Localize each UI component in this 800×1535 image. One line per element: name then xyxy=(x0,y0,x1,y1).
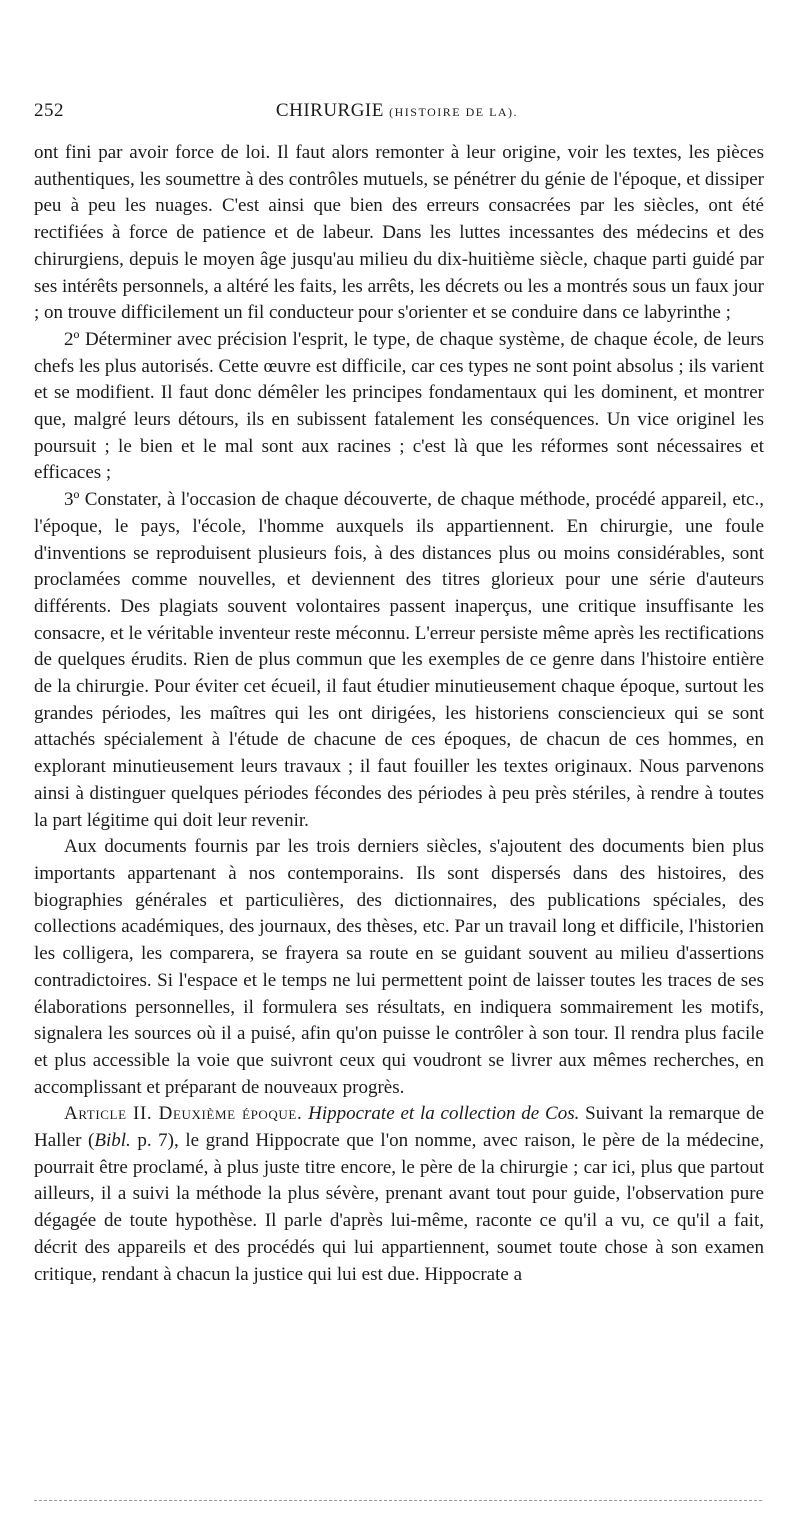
paragraph-documents: Aux documents fournis par les trois derniers siècles, s'ajoutent des documents bien plus importants appartenant à nos contemporains. Ils sont dispersés dans des histoires, des biographies générales et particulières, des dictionnaires, des publications spéciales, des collections académiques, des journaux, des thèses, etc. Par un travail long et difficile, l'historien les colligera, les comparera, se frayera sa route en se guidant souvent au milieu d'assertions contradictoires. Si l'espace et le temps ne lui permettent point de laisser toutes les traces de ses élaborations personnelles, il formulera ses résultats, en indiquera sommairement les motifs, signalera les sources où il a puisé, afin qu'on puisse le contrôler à son tour. Il rendra plus facile et plus accessible la voie que suivront ceux qui voudront se livrer aux mêmes recherches, en accomplissant et préparant de nouveaux progrès. xyxy=(34,836,764,1098)
article-label: Article II. Deuxième époque. xyxy=(64,1103,303,1125)
footer-rule xyxy=(34,1500,762,1501)
running-title xyxy=(34,100,760,122)
paragraph-point-3: 3º Constater, à l'occasion de chaque découverte, de chaque méthode, procédé appareil, etc., l'époque, le pays, l'école, l'homme auxquels ils appartiennent. En chirurgie, une foule d'inventions se reproduisent plusieurs fois, à des distances plus ou moins considérables, sont proclamées comme nouvelles, et deviennent des titres glorieux pour une série d'auteurs différents. Des plagiats souvent volontaires passent inaperçus, une critique insuffisante les consacre, et le véritable inventeur reste méconnu. L'erreur persiste même après les rectifications de quelques érudits. Rien de plus commun que les exemples de ce genre dans l'histoire entière de la chirurgie. Pour éviter cet écueil, il faut étudier minutieusement chaque époque, surtout les grandes périodes, les maîtres qui les ont dirigées, les historiens consciencieux qui se sont attachés spécialement à l'étude de chacune de ces époques, de chacun de ces hommes, en explorant minutieusement leurs travaux ; il faut fouiller les textes originaux. Nous parvenons ainsi à distinguer quelques périodes fécondes des périodes à peu près stériles, à rendre à toutes la part légitime qui doit leur revenir. xyxy=(34,489,764,831)
paragraph-point-2: 2º Déterminer avec précision l'esprit, le type, de chaque système, de chaque école, de leurs chefs les plus autorisés. Cette œuvre est difficile, car ces types ne sont point absolus ; ils varient et se modifient. Il faut donc démêler les principes fondamentaux qui les dominent, et montrer que, malgré leurs détours, ils en subissent fatalement les conséquences. Un vice originel les poursuit ; le bien et le mal sont aux racines ; c'est là que les réformes sont nécessaires et efficaces ; xyxy=(34,328,764,484)
body-text xyxy=(34,140,764,1288)
article-text-b: p. 7), le grand Hippocrate que l'on nomme, avec raison, le père de la médecine, pourrait être proclamé, à plus juste titre encore, le père de la chirurgie ; car ici, plus que partout ailleurs, il a suivi la méthode la plus sévère, prenant avant tout pour guide, l'observation pure dégagée de toute hypothèse. Il parle d'après lui-même, raconte ce qu'il a vu, ce qu'il a fait, décrit des appareils et des procédés qui lui appartiennent, soumet toute chose à son examen critique, rendant à chacun la justice qui lui est due. Hippocrate a xyxy=(34,1130,764,1285)
article-title: Hippocrate et la collection de Cos. xyxy=(308,1103,580,1125)
running-title-subtitle: (HISTOIRE DE LA). xyxy=(389,105,519,119)
article-reference: Bibl. xyxy=(94,1130,131,1152)
running-head xyxy=(34,100,760,130)
paragraph-continuation: ont fini par avoir force de loi. Il faut alors remonter à leur origine, voir les textes, les pièces authentiques, les soumettre à des contrôles mutuels, se pénétrer du génie de l'époque, et dissiper peu à peu les nuages. C'est ainsi que bien des erreurs consacrées par les siècles, ont été rectifiées à force de patience et de labeur. Dans les luttes incessantes des médecins et des chirurgiens, depuis le moyen âge jusqu'au milieu du dix-huitième siècle, chaque parti guidé par ses intérêts personnels, a altéré les faits, les arrêts, les décrets ou les a montrés sous un faux jour ; on trouve difficilement un fil conducteur pour s'orienter et se conduire dans ce labyrinthe ; xyxy=(34,142,764,324)
page-number: 252 xyxy=(34,100,64,121)
running-title-main: CHIRURGIE xyxy=(275,100,384,121)
article-paragraph xyxy=(34,1101,764,1288)
article-text-a: Suivant la remarque de Haller ( xyxy=(34,1103,765,1152)
